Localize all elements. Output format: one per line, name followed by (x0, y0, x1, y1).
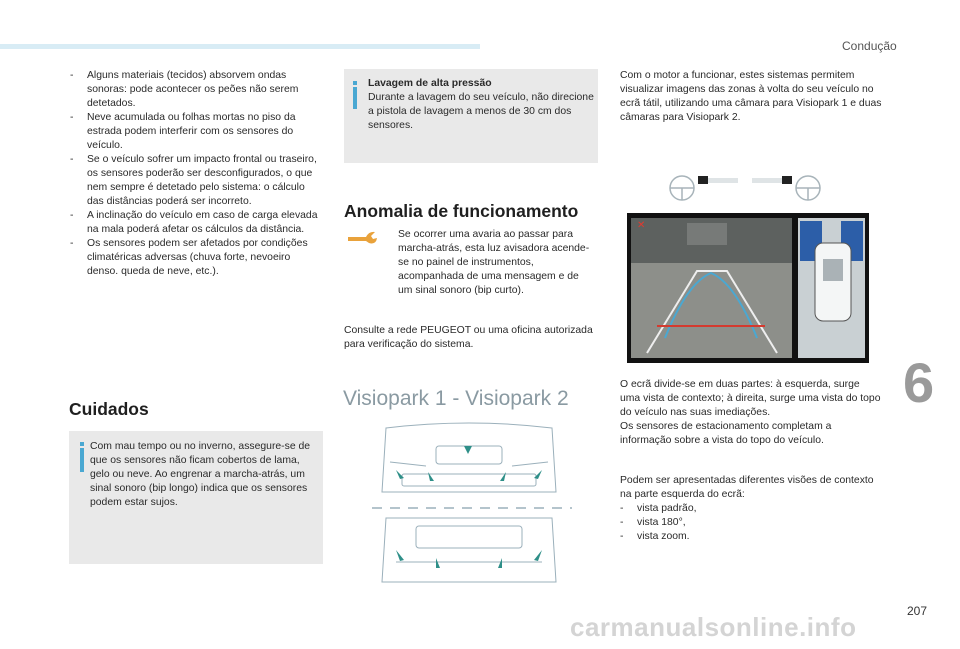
chapter-number: 6 (903, 351, 935, 414)
views-intro: Podem ser apresentadas diferentes visões de contexto na parte esquerda do ecrã: (620, 475, 874, 500)
intro-text: Com o motor a funcionar, estes sistemas permitem visualizar imagens das zonas à volta do seu veículo no ecrã tátil, utilizando uma câmara para Visiopark 1 e duas câmaras para Visiopark 2. (620, 70, 882, 123)
header-accent-bar (0, 44, 480, 49)
list-item: - vista 180°, (620, 517, 686, 528)
lavagem-info-box (344, 69, 598, 163)
page-number: 207 (907, 604, 928, 618)
limitations-list (70, 69, 322, 279)
screen-description (620, 378, 882, 448)
list-item: - vista padrão, (620, 503, 697, 514)
section-title: Condução (842, 39, 897, 53)
list-item: - Os sensores podem ser afetados por condições climatéricas adversas (chuva forte, nevoeiro denso. queda de neve, etc.). (70, 238, 308, 277)
list-item: - Alguns materiais (tecidos) absorvem ondas sonoras: pode acontecer os peões não serem detetados. (70, 70, 299, 109)
anomalia-heading: Anomalia de funcionamento (344, 201, 579, 221)
watermark: carmanualsonline.info (570, 612, 857, 642)
steering-camera-icon (660, 172, 830, 206)
list-item: - A inclinação do veículo em caso de carga elevada na mala poderá afetar os cálculos da distância. (70, 210, 318, 235)
screen-paragraph-1: O ecrã divide-se em duas partes: à esquerda, surge uma vista de contexto; à direita, surge uma vista do topo do veículo nas suas imediações. (620, 379, 881, 418)
car-sensor-diagram (366, 422, 572, 587)
views-list (620, 502, 882, 544)
visiopark-heading: Visiopark 1 - Visiopark 2 (343, 387, 569, 410)
cuidados-info-box (69, 431, 323, 564)
consulte-text: Consulte a rede PEUGEOT ou uma oficina autorizada para verificação do sistema. (344, 325, 593, 350)
list-item: - vista zoom. (620, 531, 690, 542)
wrench-warning-icon (346, 228, 380, 250)
list-item: - Neve acumulada ou folhas mortas no piso da estrada podem interferir com os sensores do veículo. (70, 112, 296, 151)
list-item: - Se o veículo sofrer um impacto frontal ou traseiro, os sensores poderão ser desconfigurados, o que nem sempre é detetado pelo sistema: o cálculo das distâncias poderá ser incorreto. (70, 154, 317, 207)
svg-text:✕: ✕ (637, 220, 646, 231)
anomalia-text: Se ocorrer uma avaria ao passar para marcha-atrás, esta luz avisadora acende-se no painel de instrumentos, acompanhada de uma mensagem e de um sinal sonoro (bip curto). (398, 229, 590, 296)
camera-screen-image (627, 213, 869, 363)
lavagem-text: Durante a lavagem do seu veículo, não direcione a pistola de lavagem a menos de 30 cm dos sensores. (368, 92, 594, 131)
cuidados-text: Com mau tempo ou no inverno, assegure-se de que os sensores não ficam cobertos de lama, gelo ou neve. Ao engrenar a marcha-atrás, um sinal sonoro (bip longo) indica que os sensores podem estar sujos. (90, 441, 311, 508)
cuidados-heading: Cuidados (69, 399, 149, 419)
screen-paragraph-2: Os sensores de estacionamento completam a informação sobre a vista do topo do veículo. (620, 421, 832, 446)
lavagem-title: Lavagem de alta pressão (368, 78, 492, 89)
